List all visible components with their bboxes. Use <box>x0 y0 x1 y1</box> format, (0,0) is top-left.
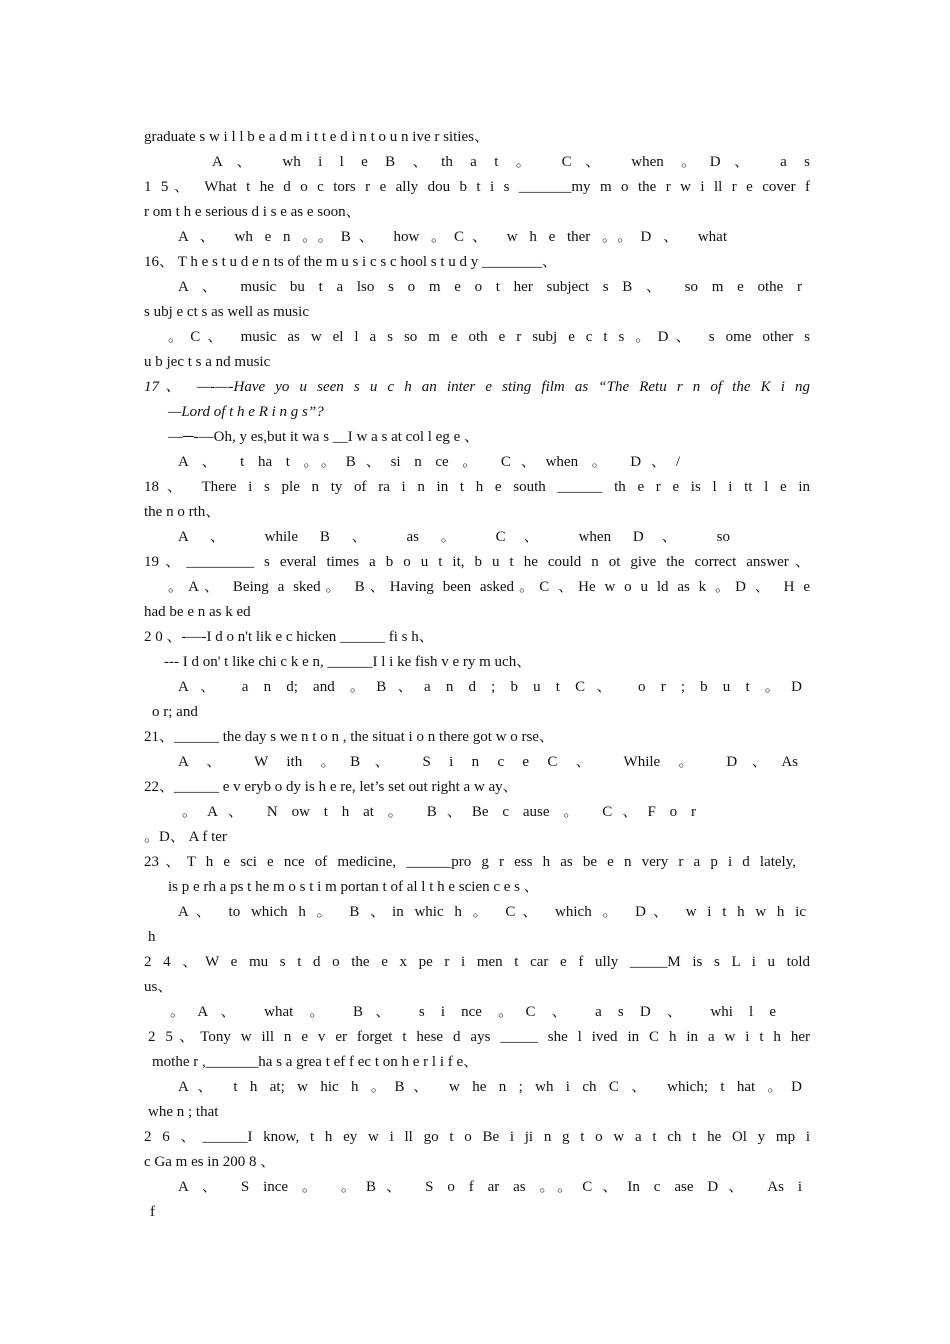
q15-stem-cont: r om t h e serious d i s e as e soon、 <box>144 204 361 220</box>
q22-options: 。A、 N ow t h at 。 B、Be c ause 。 C、F o r <box>182 804 696 820</box>
q25-options: A、 t h at; w hic h 。B、 w he n ; wh i ch C 、 which; t hat 。D <box>178 1079 802 1095</box>
q21-options: A 、 W ith 。B、 S i n c e C 、 While 。 D、As <box>178 754 798 770</box>
q21-stem: 21、______ the day s we n t o n , the situat i o n there got w o rse、 <box>144 729 554 745</box>
q20-option-d-cont: o r; and <box>152 704 198 720</box>
q23-options: A、 to which h 。 B 、in whic h 。 C、 which 。 D、 w i t h w h ic <box>178 904 806 920</box>
q24-stem: 2 4 、W e mu s t d o the e x pe r i men t car e f ully _____M is s L i u told <box>144 954 810 970</box>
q16-option-b-cont: s ubj e ct s as well as music <box>144 304 309 320</box>
q23-option-d-cont: h <box>148 929 156 945</box>
q23-stem: 23、T h e sci e nce of medicine, ______pro g r ess h as be e n very r a p i d lately, <box>144 854 796 870</box>
q15-stem: 1 5、 What t he d o c tors r e ally dou b t i s _______my m o the r w i ll r e cover f <box>144 179 810 195</box>
q17-reply: —─-—Oh, y es,but it wa s __I w a s at col l eg e 、 <box>168 429 479 445</box>
q23-stem-cont: is p e rh a ps t he m o s t i m portan t of al l t h e scien c e s 、 <box>168 879 539 895</box>
q26-options: A 、 S ince 。 。B、 S o f ar as 。。C、In c ase D、 As i <box>178 1179 802 1195</box>
q26-stem: 2 6 、______I know, t h ey w i ll go t o Be i ji n g t o w a t ch t he Ol y mp i <box>144 1129 810 1145</box>
q25-stem-cont: mothe r ,_______ha s a grea t ef f ec t on h e r l i f e、 <box>152 1054 479 1070</box>
q25-stem: 2 5、Tony w ill n e v er forget t hese d ays _____ she l ived in C h in a w i t h her <box>148 1029 810 1045</box>
q22-option-d: 。D、 A f ter <box>144 829 227 845</box>
q22-stem: 22、______ e v eryb o dy is h e re, let’s set out right a w ay、 <box>144 779 518 795</box>
q20-stem-cont: --- I d on' t like chi c k e n, ______I l i ke fish v e ry m uch、 <box>164 654 532 670</box>
q18-options: A 、 while B 、 as 。 C、 when D、 so <box>178 529 730 545</box>
q19-options: 。A、 Being a sked。 B、Having been asked。C 、He w o u ld as k 。D 、 H e <box>168 579 810 595</box>
q16-option-d-cont: u b jec t s a nd music <box>144 354 271 370</box>
q26-stem-cont: c Ga m es in 200 8 、 <box>144 1154 276 1170</box>
q25-option-d-cont: whe n ; that <box>148 1104 219 1120</box>
q20-options: A、 a n d; and 。B、a n d ; b u t C、 o r ; b u t 。D <box>178 679 802 695</box>
q20-stem: 2 0 、-—-I d o n't lik e c hicken ______ fi s h、 <box>144 629 434 645</box>
q16-option-ab: A 、 music bu t a lso s o m e o t her subject s B 、 so m e othe r <box>178 279 802 295</box>
q17-options: A 、 t ha t 。。B、si n ce 。 C、when 。 D、/ <box>178 454 680 470</box>
q15-options: A 、 wh e n 。。B、 how 。C、 w h e ther 。。D 、 what <box>178 229 727 245</box>
q14-options: A、 wh i l e B 、th a t 。 C、 when 。D、 a s <box>212 154 810 170</box>
q19-option-d-cont: had be e n as k ed <box>144 604 251 620</box>
q17-stem-cont: —Lord of t h e R i n g s”? <box>168 404 324 420</box>
q18-stem-cont: the n o rth、 <box>144 504 221 520</box>
q16-stem: 16、 T h e s t u d e n ts of the m u s i c s c hool s t u d y ________、 <box>144 254 558 270</box>
q17-stem: 17、 —-—-Have yo u seen s u c h an inter e sting film as “The Retu r n of the K i ng <box>144 379 810 395</box>
q18-stem: 18、 There i s ple n ty of ra i n in t h e south ______ th e r e is l i tt l e in <box>144 479 810 495</box>
q26-option-d-cont: f <box>150 1204 155 1220</box>
q19-stem: 19、_________ s everal times a b o u t it, b u t he could n ot give the correct answer、 <box>144 554 810 570</box>
q16-option-cd: 。C、 music as w el l a s so m e oth e r subj e c t s 。D、 s ome other s <box>168 329 810 345</box>
q14-stem-cont: graduate s w i l l b e a d m i t t e d i n t o u n ive r sities、 <box>144 129 489 145</box>
q24-options: 。A、 what 。 B、 s i nce 。C 、 a s D 、 whi l e <box>170 1004 776 1020</box>
q24-stem-cont: us、 <box>144 979 173 995</box>
